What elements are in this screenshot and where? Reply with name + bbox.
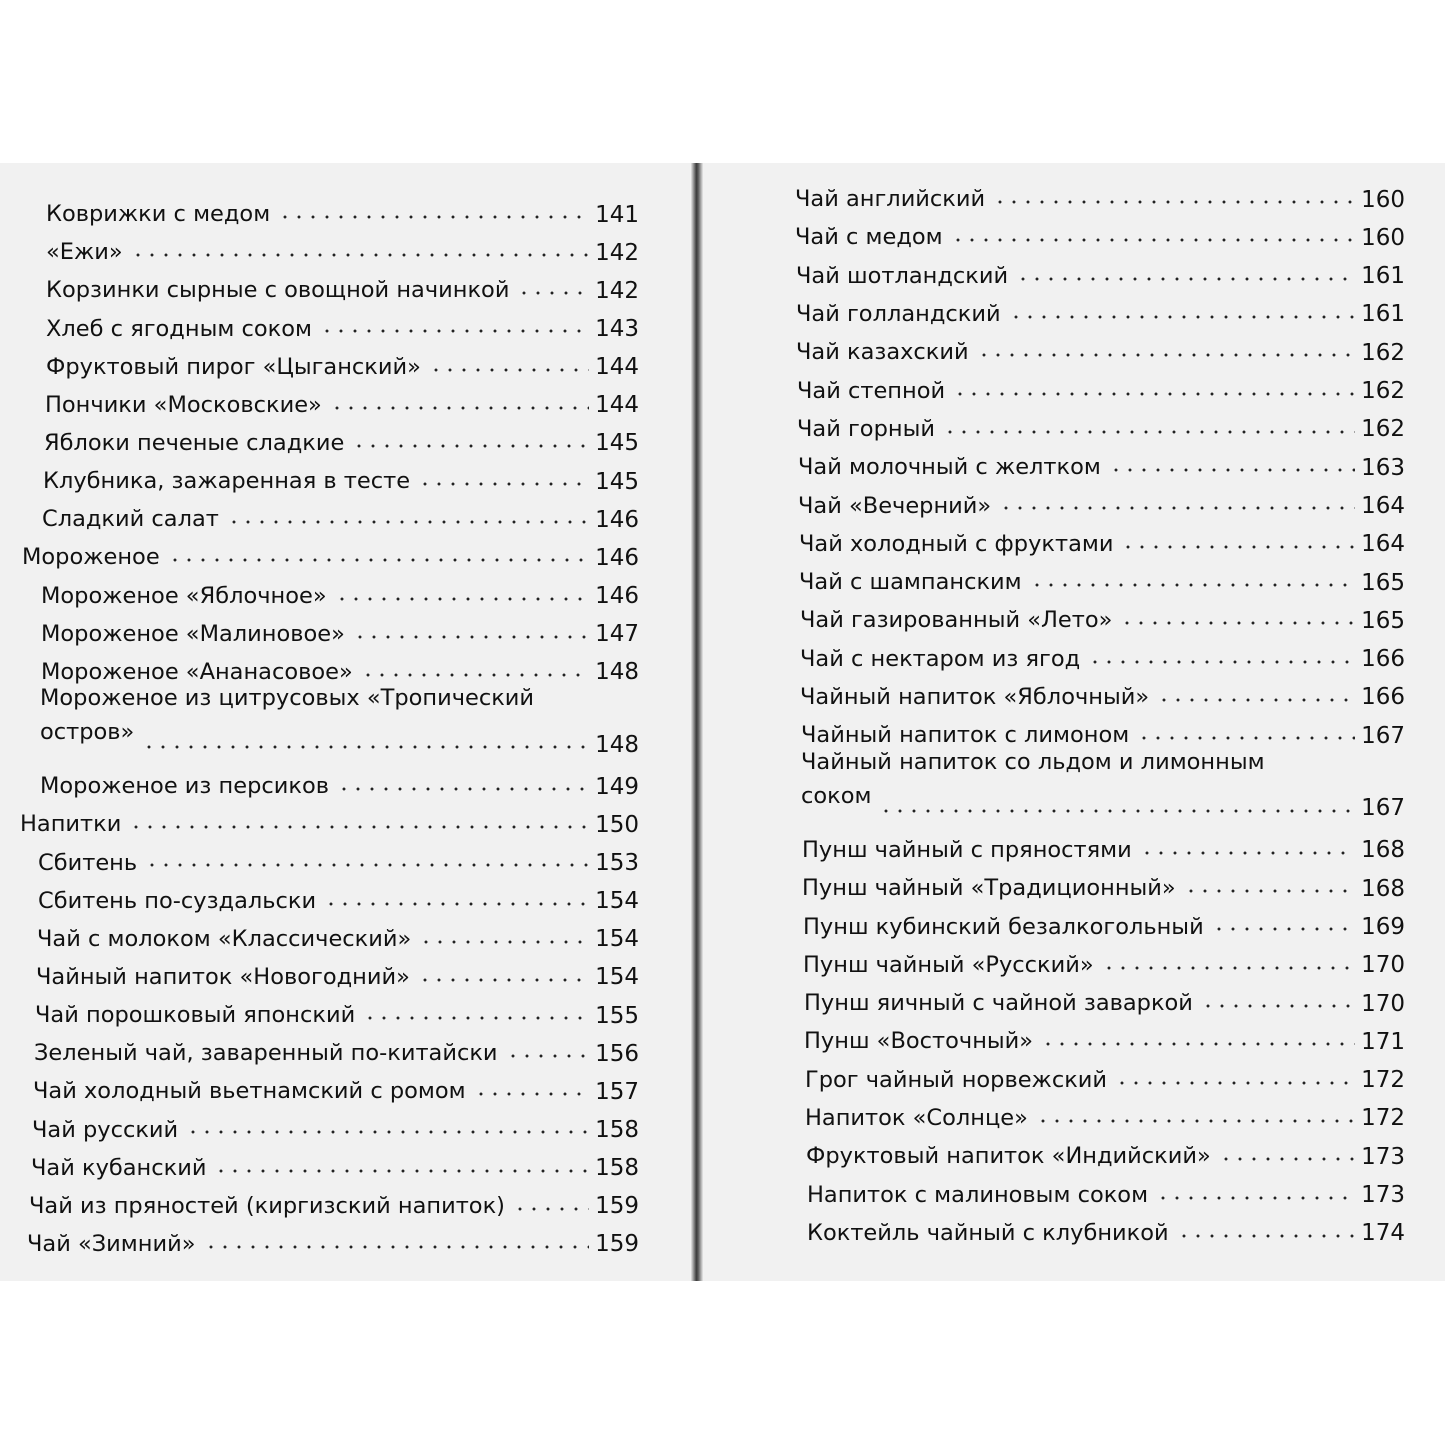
- toc-entry: [800, 596, 1405, 634]
- toc-entry-page-number: 146: [595, 506, 639, 533]
- dot-leader: [1177, 1231, 1355, 1241]
- dot-leader: [953, 389, 1355, 399]
- toc-entry: [800, 635, 1405, 673]
- toc-entry-page-number: 160: [1361, 224, 1405, 251]
- toc-entry: [807, 1171, 1405, 1209]
- dot-leader: [204, 1242, 590, 1252]
- toc-entry: [46, 190, 639, 228]
- toc-entry: [32, 1105, 639, 1143]
- toc-entry-title: Чайный напиток с лимоном: [801, 722, 1130, 749]
- dot-leader: [1156, 1193, 1355, 1203]
- toc-entry-title: Сладкий салат: [42, 506, 219, 533]
- dot-leader: [320, 326, 589, 336]
- dot-leader: [1036, 1116, 1355, 1126]
- toc-entry: [33, 1067, 639, 1105]
- toc-entry: [46, 343, 639, 381]
- toc-entry-page-number: 145: [595, 430, 639, 457]
- toc-entry-page-number: 166: [1361, 684, 1405, 711]
- dot-leader: [1184, 886, 1355, 896]
- dot-leader: [1030, 580, 1355, 590]
- toc-entry: [798, 481, 1405, 519]
- toc-entry-title: Чай степной: [797, 377, 946, 404]
- toc-entry: [42, 495, 639, 533]
- toc-entry: [41, 610, 639, 648]
- toc-entry-title: Сбитень по-суздальски: [38, 887, 317, 914]
- toc-entry: [802, 826, 1405, 864]
- toc-entry-title: Корзинки сырные с овощной начинкой: [46, 277, 510, 304]
- toc-entry-page-number: 143: [595, 316, 639, 342]
- toc-entry: [804, 979, 1405, 1017]
- dot-leader: [1212, 924, 1355, 934]
- toc-entry-page-number: 167: [1361, 795, 1405, 822]
- toc-entry-title: Чай голландский: [796, 301, 1001, 328]
- dot-leader: [419, 937, 589, 947]
- toc-entry: [46, 304, 639, 342]
- toc-entry-page-number: 154: [595, 926, 639, 953]
- toc-entry-page-number: 167: [1361, 722, 1405, 749]
- toc-entry-page-number: 169: [1361, 913, 1405, 940]
- dot-leader: [1115, 1078, 1355, 1088]
- toc-entry-page-number: 168: [1361, 875, 1405, 902]
- toc-entry-page-number: 170: [1361, 952, 1405, 979]
- toc-entry-page-number: 162: [1361, 339, 1405, 366]
- toc-entry-page-number: 173: [1361, 1143, 1405, 1170]
- toc-entry-page-number: 153: [595, 849, 639, 876]
- toc-entry-page-number: 148: [595, 731, 639, 758]
- right-page: [703, 163, 1445, 1281]
- toc-entry-page-number: 172: [1361, 1067, 1405, 1094]
- toc-entry: [800, 673, 1405, 711]
- toc-entry-page-number: 164: [1361, 492, 1405, 519]
- toc-entry: [803, 941, 1405, 979]
- toc-entry-title: Коктейль чайный с клубникой: [807, 1219, 1169, 1246]
- toc-entry: [34, 1029, 639, 1067]
- toc-entry-title: Напиток с малиновым соком: [807, 1181, 1149, 1208]
- toc-entry-title: Пончики «Московские»: [45, 391, 322, 418]
- toc-entry: [38, 838, 639, 876]
- toc-entry-title: Пунш «Восточный»: [804, 1028, 1034, 1055]
- toc-entry-title: Пунш кубинский безалкогольный: [803, 913, 1204, 940]
- toc-entry: [31, 1144, 639, 1182]
- toc-entry-title: Чай казахский: [796, 339, 969, 366]
- toc-entry: [20, 800, 639, 838]
- toc-entry-page-number: 163: [1361, 454, 1405, 481]
- toc-entry-page-number: 142: [595, 239, 639, 266]
- toc-entry-page-number: 147: [595, 621, 639, 648]
- toc-entry: [797, 367, 1405, 405]
- dot-leader: [352, 441, 589, 451]
- dot-leader: [1016, 274, 1355, 284]
- toc-entry-page-number: 166: [1361, 646, 1405, 673]
- toc-entry-page-number: 160: [1361, 186, 1405, 213]
- toc-entry: [46, 228, 639, 266]
- toc-entry-continuation: [40, 720, 639, 758]
- toc-entry-title: Чай порошковый японский: [35, 1002, 356, 1029]
- toc-entry-title: Хлеб с ягодным соком: [46, 315, 312, 342]
- toc-entry-title: Фруктовый пирог «Цыганский»: [46, 353, 421, 380]
- toc-entry-title: Напиток «Солнце»: [805, 1105, 1028, 1132]
- toc-entry-title: Чайный напиток «Яблочный»: [800, 684, 1150, 711]
- toc-entry-title: Чайный напиток со льдом и лимонным: [801, 748, 1265, 775]
- toc-entry-title: Мороженое из персиков: [40, 773, 329, 800]
- toc-entry-page-number: 146: [595, 583, 639, 610]
- toc-entry-title: Чай «Зимний»: [27, 1231, 196, 1258]
- toc-entry-title: Чай шотландский: [796, 262, 1009, 289]
- dot-leader: [337, 784, 589, 794]
- toc-entry-page-number: 154: [595, 964, 639, 991]
- toc-entry: [796, 290, 1405, 328]
- toc-entry-page-number: 155: [595, 1002, 639, 1029]
- dot-leader: [324, 899, 589, 909]
- toc-entry: [799, 558, 1405, 596]
- toc-entry-page-number: 173: [1361, 1182, 1405, 1209]
- toc-entry-title: Чай из пряностей (киргизский напиток): [29, 1192, 505, 1219]
- toc-entry: [799, 520, 1405, 558]
- toc-entry: [795, 175, 1405, 213]
- toc-entry-title: Чайный напиток «Новогодний»: [36, 963, 410, 990]
- toc-entry: [804, 1017, 1405, 1055]
- toc-entry-page-number: 154: [595, 888, 639, 915]
- toc-entry: [27, 1220, 639, 1258]
- toc-entry-title: Коврижки с медом: [46, 201, 271, 228]
- dot-leader: [429, 365, 589, 375]
- dot-leader: [1109, 465, 1355, 475]
- toc-entry: [796, 328, 1405, 366]
- dot-leader: [1201, 1001, 1355, 1011]
- dot-leader: [1102, 963, 1355, 973]
- left-page: [0, 163, 691, 1281]
- toc-entry-page-number: 144: [595, 354, 639, 381]
- toc-entry-page-number: 149: [595, 773, 639, 800]
- toc-entry-page-number: 145: [595, 468, 639, 495]
- toc-entry-title: Чай молочный с желтком: [798, 454, 1101, 481]
- toc-entry-title: «Ежи»: [46, 239, 123, 266]
- dot-leader: [999, 503, 1355, 513]
- dot-leader: [129, 822, 589, 832]
- toc-entry-title: Клубника, зажаренная в тесте: [43, 468, 411, 495]
- toc-entry: [796, 252, 1405, 290]
- dot-leader: [879, 806, 1355, 816]
- toc-entry-title: Чай с нектаром из ягод: [800, 645, 1081, 672]
- toc-entry: [41, 648, 639, 686]
- toc-entry-title: Мороженое «Яблочное»: [41, 582, 327, 609]
- toc-entry-title: Пунш яичный с чайной заваркой: [804, 990, 1193, 1017]
- book-gutter: [691, 163, 703, 1281]
- toc-entry: [46, 266, 639, 304]
- toc-entry: [797, 405, 1405, 443]
- toc-entry-page-number: 174: [1361, 1220, 1405, 1247]
- toc-entry-page-number: 150: [595, 811, 639, 838]
- dot-leader: [474, 1089, 589, 1099]
- toc-entry-title: Чай холодный вьетнамский с ромом: [33, 1078, 466, 1105]
- dot-leader: [506, 1051, 590, 1061]
- toc-entry-title: Чай с медом: [795, 224, 943, 251]
- toc-entry-title: Чай горный: [797, 415, 935, 442]
- toc-entry-title: Чай с молоком «Классический»: [37, 925, 412, 952]
- toc-entry: [802, 864, 1405, 902]
- toc-entry-title: Пунш чайный «Русский»: [803, 951, 1094, 978]
- toc-entry-page-number: 146: [595, 544, 639, 571]
- toc-entry-title: Зеленый чай, заваренный по-китайски: [34, 1040, 498, 1067]
- toc-entry-title: Чай русский: [32, 1116, 179, 1143]
- toc-entry-title: Мороженое «Ананасовое»: [41, 658, 353, 685]
- toc-entry-page-number: 157: [595, 1078, 639, 1105]
- book-spread: [0, 163, 1445, 1281]
- dot-leader: [1009, 312, 1355, 322]
- toc-entry: [41, 572, 639, 610]
- toc-entry-page-number: 164: [1361, 531, 1405, 558]
- toc-entry-page-number: 170: [1361, 990, 1405, 1017]
- dot-leader: [353, 632, 589, 642]
- dot-leader: [993, 197, 1355, 207]
- dot-leader: [145, 860, 589, 870]
- dot-leader: [335, 594, 589, 604]
- toc-entry-page-number: 158: [595, 1155, 639, 1182]
- toc-entry-page-number: 141: [595, 201, 639, 228]
- dot-leader: [186, 1127, 589, 1137]
- toc-entry: [807, 1209, 1405, 1247]
- dot-leader: [1137, 733, 1355, 743]
- toc-entry-page-number: 172: [1361, 1105, 1405, 1132]
- toc-entry: [40, 762, 639, 800]
- dot-leader: [951, 235, 1355, 245]
- toc-entry-title: Чай с шампанским: [799, 569, 1022, 596]
- toc-entry: [801, 711, 1405, 749]
- dot-leader: [361, 670, 589, 680]
- dot-leader: [517, 288, 589, 298]
- dot-leader: [330, 403, 589, 413]
- dot-leader: [943, 427, 1355, 437]
- toc-entry: [43, 457, 639, 495]
- toc-entry-title: Пунш чайный с пряностями: [802, 836, 1132, 863]
- dot-leader: [1219, 1154, 1355, 1164]
- dot-leader: [1121, 542, 1355, 552]
- toc-entry-title: Пунш чайный «Традиционный»: [802, 875, 1176, 902]
- toc-entry-page-number: 156: [595, 1040, 639, 1067]
- toc-entry: [801, 748, 1405, 822]
- toc-entry-page-number: 148: [595, 659, 639, 686]
- dot-leader: [1140, 848, 1355, 858]
- toc-entry-page-number: 161: [1361, 301, 1405, 328]
- toc-entry-page-number: 162: [1361, 416, 1405, 443]
- toc-entry-title: Чай холодный с фруктами: [799, 530, 1114, 557]
- toc-entry: [806, 1132, 1405, 1170]
- toc-entry-title: Чай кубанский: [31, 1154, 207, 1181]
- toc-entry: [37, 915, 639, 953]
- toc-entry-title: Чай английский: [795, 186, 986, 213]
- dot-leader: [1088, 657, 1355, 667]
- dot-leader: [142, 742, 589, 752]
- toc-entry: [22, 533, 639, 571]
- toc-entry-title: Чай «Вечерний»: [798, 492, 992, 519]
- toc-entry-title-continuation: остров»: [40, 718, 135, 745]
- toc-entry: [38, 877, 639, 915]
- toc-entry-page-number: 165: [1361, 607, 1405, 634]
- toc-entry: [805, 1056, 1405, 1094]
- toc-entry-page-number: 159: [595, 1231, 639, 1258]
- toc-entry: [35, 991, 639, 1029]
- dot-leader: [418, 479, 589, 489]
- toc-entry-page-number: 168: [1361, 837, 1405, 864]
- dot-leader: [1041, 1039, 1355, 1049]
- toc-entry-title: Мороженое из цитрусовых «Тропический: [40, 684, 535, 711]
- dot-leader: [1157, 695, 1355, 705]
- toc-entry-title: Фруктовый напиток «Индийский»: [806, 1143, 1211, 1170]
- toc-entry: [44, 419, 639, 457]
- dot-leader: [214, 1166, 589, 1176]
- toc-entry-title: Чай газированный «Лето»: [800, 607, 1113, 634]
- toc-entry-title: Сбитень: [38, 849, 138, 876]
- toc-entry-continuation: [801, 784, 1405, 822]
- toc-entry-page-number: 144: [595, 392, 639, 419]
- toc-entry: [29, 1182, 639, 1220]
- toc-entry: [795, 213, 1405, 251]
- toc-entry-page-number: 161: [1361, 263, 1405, 290]
- toc-entry-title: Напитки: [20, 811, 122, 838]
- dot-leader: [131, 250, 589, 260]
- dot-leader: [227, 517, 589, 527]
- toc-entry-page-number: 165: [1361, 569, 1405, 596]
- toc-entry-title-continuation: соком: [801, 782, 872, 809]
- dot-leader: [168, 555, 589, 565]
- toc-entry: [45, 381, 639, 419]
- toc-entry: [40, 684, 639, 758]
- dot-leader: [1120, 618, 1355, 628]
- toc-entry-page-number: 171: [1361, 1028, 1405, 1055]
- toc-entry-page-number: 162: [1361, 378, 1405, 405]
- dot-leader: [278, 212, 589, 222]
- toc-entry: [36, 953, 639, 991]
- toc-entry: [803, 902, 1405, 940]
- toc-entry: [805, 1094, 1405, 1132]
- toc-entry-page-number: 159: [595, 1193, 639, 1220]
- toc-entry: [798, 443, 1405, 481]
- toc-entry-title: Мороженое: [22, 544, 160, 571]
- toc-entry-page-number: 158: [595, 1117, 639, 1143]
- toc-entry-page-number: 142: [595, 277, 639, 304]
- toc-entry-title: Грог чайный норвежский: [805, 1066, 1108, 1093]
- dot-leader: [418, 975, 589, 985]
- dot-leader: [513, 1204, 589, 1214]
- toc-entry-title: Мороженое «Малиновое»: [41, 620, 345, 647]
- dot-leader: [977, 350, 1355, 360]
- toc-entry-title: Яблоки печеные сладкие: [44, 430, 345, 457]
- dot-leader: [363, 1013, 589, 1023]
